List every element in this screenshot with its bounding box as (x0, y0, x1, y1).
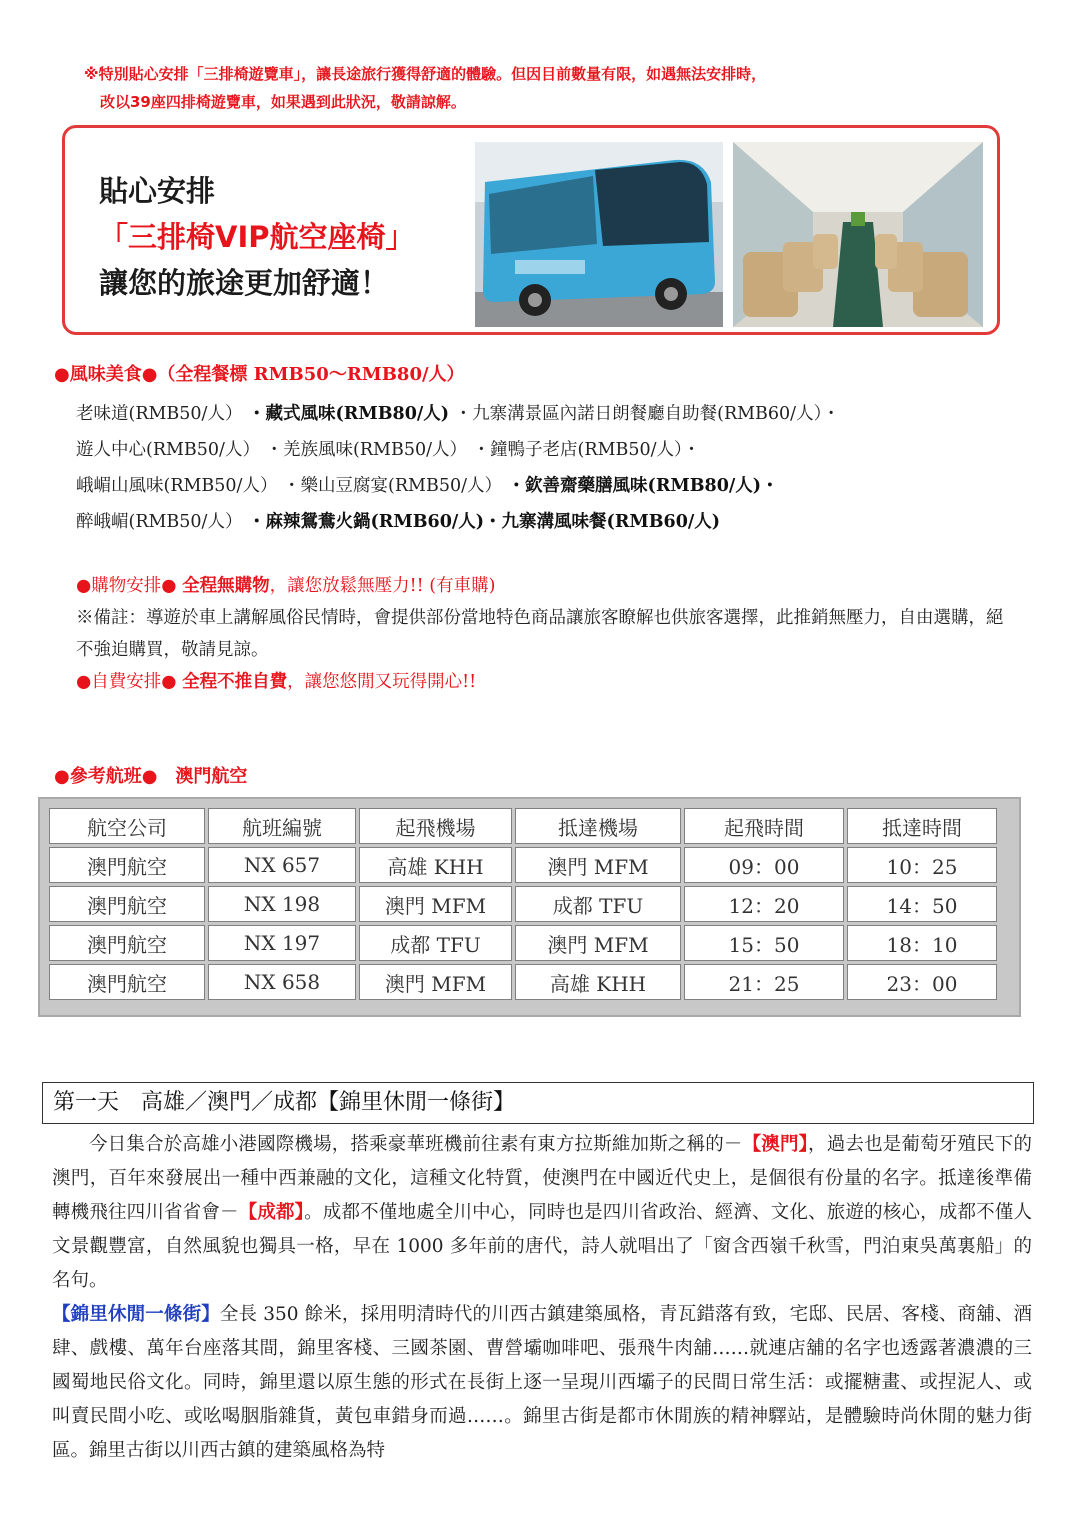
flight-row (49, 964, 997, 1000)
bus-exterior-photo (475, 142, 723, 327)
food-item: 醉峨嵋(RMB50/人） (76, 512, 243, 532)
flight-table (46, 805, 1000, 1003)
flight-header-cell: 航班編號 (208, 808, 356, 844)
day1-text: 今日集合於高雄小港國際機場，搭乘豪華班機前往素有東方拉斯維加斯之稱的－ (89, 1134, 743, 1155)
flight-cell: 澳門航空 (49, 847, 205, 883)
chengdu-highlight: 【成都】 (238, 1202, 305, 1223)
flight-header-cell: 航空公司 (49, 808, 205, 844)
day1-text: ，過去也是葡萄牙殖民下的澳門，百年來發展出一種中西兼融的文化，這種文化特質，使澳門在中國近代史上，是個很有份量的名字。抵達後準備轉機飛往四川省省會－ (52, 1134, 1032, 1223)
shopping-section (76, 570, 1016, 698)
flight-cell: NX 657 (208, 847, 356, 883)
day1-text: 全長 350 餘米，採用明清時代的川西古鎮建築風格，青瓦錯落有致，宅邸、民居、客棧、商舖、酒肆、戲樓、萬年台座落其間，錦里客棧、三國茶園、曹營壩咖啡吧、張飛牛肉舖……就連店舖的名字也透露著濃濃的三國蜀地民俗文化。同時，錦里還以原生態的形式在長街上逐一呈現川西壩子的民間日常生活：或擺糖畫、或捏泥人、或叫賣民間小吃、或吆喝胭脂雜貨，黃包車錯身而過……。錦里古街是都市休閒族的精神驛站，是體驗時尚休閒的魅力街區。錦里古街以川西古鎮的建築風格為特 (52, 1304, 1032, 1461)
banner-text (99, 168, 415, 306)
flight-header-cell: 起飛時間 (684, 808, 844, 844)
flight-cell: 14：50 (847, 886, 997, 922)
food-item-highlight: ・藏式風味(RMB80/人) (248, 404, 450, 424)
food-item: ・樂山豆腐宴(RMB50/人） (283, 476, 502, 496)
banner-line-3: 讓您的旅途更加舒適！ (99, 266, 390, 300)
notice-line-2: 改以39座四排椅遊覽車，如果遇到此狀況，敬請諒解。 (100, 93, 466, 111)
flight-row (49, 847, 997, 883)
food-item: ・九寨溝景區內諾日朗餐廳自助餐(RMB60/人）・ (454, 404, 840, 424)
day1-paragraph-2 (52, 1298, 1032, 1468)
day1-paragraph-1 (52, 1128, 1032, 1298)
bus-interior-photo (733, 142, 983, 327)
flight-cell: 澳門航空 (49, 925, 205, 961)
flight-header-row (49, 808, 997, 844)
banner-line-1: 貼心安排 (99, 174, 216, 208)
flight-cell: 澳門 MFM (359, 964, 512, 1000)
banner-line-2: 「三排椅VIP航空座椅」 (99, 220, 415, 254)
flight-cell: 澳門 MFM (515, 925, 681, 961)
flight-row (49, 886, 997, 922)
day1-body (52, 1128, 1032, 1468)
jinli-highlight: 【錦里休閒一條街】 (52, 1304, 220, 1325)
optional-strong: 全程不推自費 (182, 672, 288, 692)
flight-cell: 23：00 (847, 964, 997, 1000)
flight-cell: 澳門航空 (49, 886, 205, 922)
flight-cell: 高雄 KHH (515, 964, 681, 1000)
optional-heading: ●自費安排● (76, 672, 177, 692)
food-line-2 (76, 432, 840, 468)
optional-line (76, 666, 1016, 698)
flight-cell: 澳門 MFM (515, 847, 681, 883)
flight-header-cell: 抵達時間 (847, 808, 997, 844)
day1-text: 。成都不僅地處全川中心，同時也是四川省政治、經濟、文化、旅遊的核心，成都不僅人文景觀豐富，自然風貌也獨具一格，早在 1000 多年前的唐代，詩人就唱出了「窗含西嶺千秋雪，門泊東吳萬裏船」的名句。 (52, 1202, 1032, 1291)
flight-cell: NX 197 (208, 925, 356, 961)
notice (84, 60, 1014, 116)
flight-cell: 15：50 (684, 925, 844, 961)
flight-cell: 澳門 MFM (359, 886, 512, 922)
flight-cell: 成都 TFU (515, 886, 681, 922)
notice-line-1: ※特別貼心安排「三排椅遊覽車」，讓長途旅行獲得舒適的體驗。但因目前數量有限，如遇無法安排時， (84, 65, 767, 83)
food-line-4 (76, 504, 840, 540)
flight-cell: 18：10 (847, 925, 997, 961)
food-item: 峨嵋山風味(RMB50/人） (76, 476, 278, 496)
flight-table-frame (38, 797, 1021, 1017)
flight-row (49, 925, 997, 961)
flight-cell: 21：25 (684, 964, 844, 1000)
day1-title: 第一天 高雄／澳門／成都【錦里休閒一條街】 (42, 1082, 1034, 1124)
food-heading: ●風味美食●（全程餐標 RMB50～RMB80/人） (54, 364, 465, 385)
shopping-note: ※備註：導遊於車上講解風俗民情時，會提供部份當地特色商品讓旅客瞭解也供旅客選擇，此推銷無壓力，自由選購，絕不強迫購買，敬請見諒。 (76, 608, 1004, 660)
flight-cell: NX 658 (208, 964, 356, 1000)
food-list (76, 396, 840, 540)
bus-banner (62, 125, 1000, 335)
shopping-rest: ，讓您放鬆無壓力!! (有車購) (269, 576, 496, 596)
flight-cell: 成都 TFU (359, 925, 512, 961)
food-item-highlight: ・欽善齋藥膳風味(RMB80/人)・ (507, 476, 779, 496)
food-item: ・羌族風味(RMB50/人） (265, 440, 467, 460)
food-item: 老味道(RMB50/人） (76, 404, 243, 424)
flight-header-cell: 抵達機場 (515, 808, 681, 844)
macau-highlight: 【澳門】 (742, 1134, 809, 1155)
shopping-heading: ●購物安排● (76, 576, 177, 596)
food-item-highlight: ・麻辣鴛鴦火鍋(RMB60/人)・九寨溝風味餐(RMB60/人) (248, 512, 721, 532)
flight-cell: 12：20 (684, 886, 844, 922)
flight-cell: 高雄 KHH (359, 847, 512, 883)
shopping-line (76, 570, 1016, 602)
shopping-strong: 全程無購物 (182, 576, 270, 596)
flight-heading: ●參考航班● 澳門航空 (54, 766, 248, 787)
food-line-1 (76, 396, 840, 432)
flight-header-cell: 起飛機場 (359, 808, 512, 844)
flight-cell: 09：00 (684, 847, 844, 883)
optional-rest: ，讓您悠閒又玩得開心!! (287, 672, 477, 692)
flight-cell: NX 198 (208, 886, 356, 922)
flight-cell: 澳門航空 (49, 964, 205, 1000)
food-item: 遊人中心(RMB50/人） (76, 440, 260, 460)
food-item: ・鐘鴨子老店(RMB50/人）・ (472, 440, 701, 460)
food-line-3 (76, 468, 840, 504)
flight-cell: 10：25 (847, 847, 997, 883)
